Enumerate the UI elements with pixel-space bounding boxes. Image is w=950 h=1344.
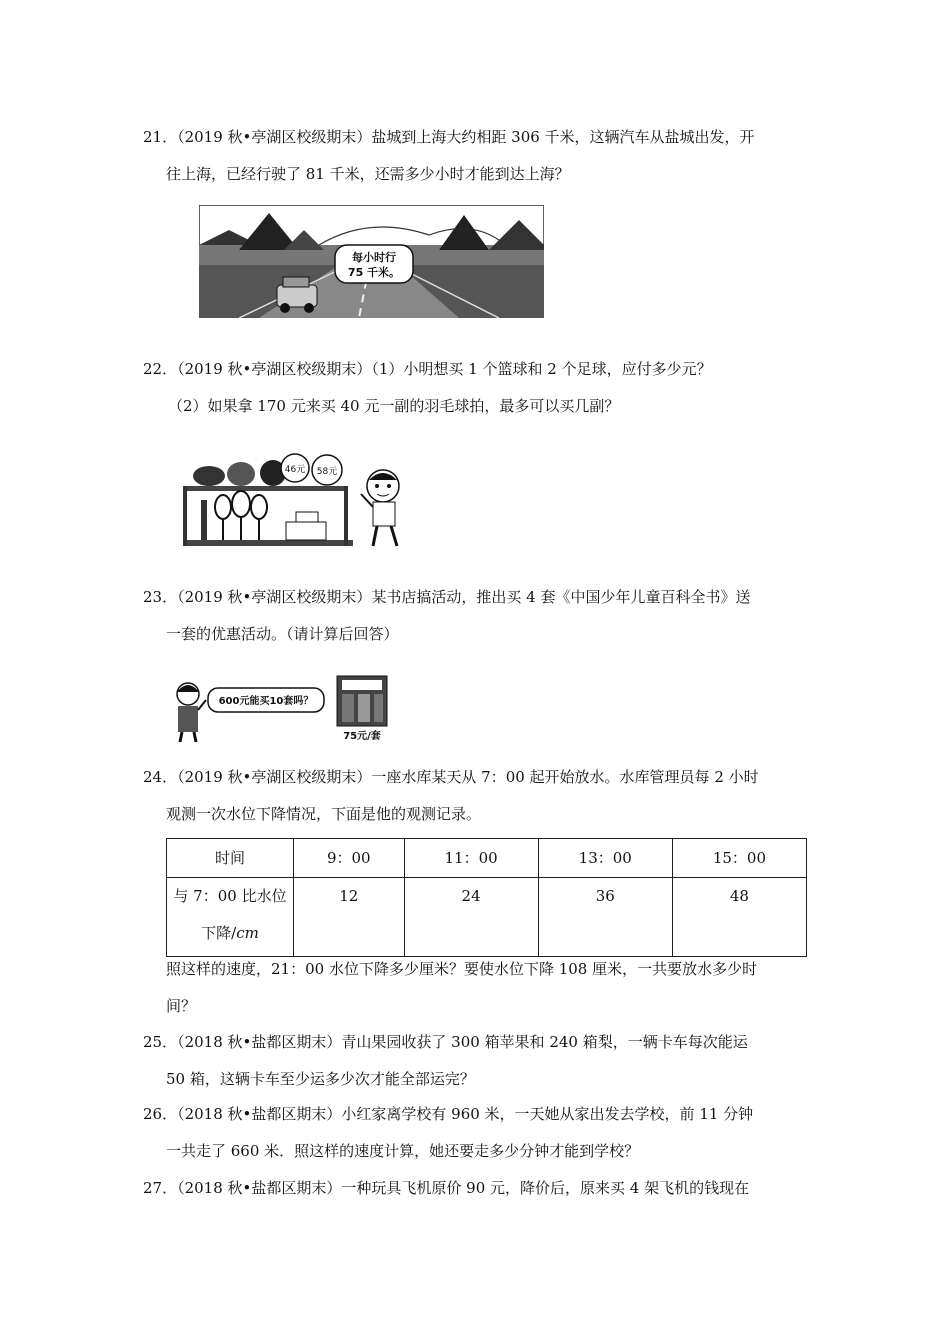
question-26 xyxy=(143,1096,808,1170)
q22-line-2: （2）如果拿 170 元来买 40 元一副的羽毛球拍，最多可以买几副？ xyxy=(168,397,620,415)
q26-line-2: 一共走了 660 米．照这样的速度计算，她还要走多少分钟才能到学校？ xyxy=(166,1142,640,1160)
price-tag-58: 58元 xyxy=(316,467,338,477)
time-cell: 13：00 xyxy=(538,839,672,878)
row-label-line-1: 与 7：00 比水位 xyxy=(173,887,287,905)
time-cell: 9：00 xyxy=(294,839,405,878)
q23-line-1: 23．（2019 秋•亭湖区校级期末）某书店搞活动，推出买 4 套《中国少年儿童百科全书》送 xyxy=(143,588,751,606)
speech-bubble-text: 600元能买10套吗？ xyxy=(218,696,314,707)
question-23 xyxy=(143,579,808,653)
question-22 xyxy=(143,351,808,425)
row-label-cell xyxy=(167,878,294,957)
highway-illustration xyxy=(199,205,544,318)
header-label-cell: 时间 xyxy=(167,839,294,878)
question-24-continued xyxy=(143,951,808,1025)
question-25 xyxy=(143,1024,808,1098)
value-cell: 12 xyxy=(294,878,405,957)
q26-line-1: 26．（2018 秋•盐都区期末）小红家离学校有 960 米，一天她从家出发去学校，前 11 分钟 xyxy=(143,1105,754,1123)
q21-line-1: 21．（2019 秋•亭湖区校级期末）盐城到上海大约相距 306 千米，这辆汽车从盐城出发，开 xyxy=(143,128,755,146)
sign-text-1: 每小时行 xyxy=(352,251,396,264)
q23-line-2: 一套的优惠活动。（请计算后回答） xyxy=(166,625,399,643)
q27-line-1: 27．（2018 秋•盐都区期末）一种玩具飞机原价 90 元，降价后，原来买 4 架飞机的钱现在 xyxy=(143,1179,750,1197)
observation-table xyxy=(166,838,807,957)
q24-line-4: 间？ xyxy=(166,997,197,1015)
q25-line-2: 50 箱，这辆卡车至少运多少次才能全部运完？ xyxy=(166,1070,475,1088)
sports-shelf-illustration xyxy=(181,452,413,552)
time-cell: 15：00 xyxy=(672,839,806,878)
q24-line-3: 照这样的速度，21：00 水位下降多少厘米？要使水位下降 108 厘米，一共要放水多少时 xyxy=(166,960,758,978)
time-cell: 11：00 xyxy=(404,839,538,878)
q24-line-1: 24．（2019 秋•亭湖区校级期末）一座水库某天从 7：00 起开始放水。水库管理员每 2 小时 xyxy=(143,768,759,786)
bookstore-illustration xyxy=(170,670,392,744)
q21-line-2: 往上海，已经行驶了 81 千米，还需多少小时才能到达上海？ xyxy=(166,165,570,183)
table-header-row xyxy=(167,839,807,878)
question-21 xyxy=(143,119,808,193)
sign-text-2: 75 千米。 xyxy=(347,266,401,279)
question-24 xyxy=(143,759,808,833)
value-cell: 48 xyxy=(672,878,806,957)
value-cell: 24 xyxy=(404,878,538,957)
value-cell: 36 xyxy=(538,878,672,957)
q22-line-1: 22．（2019 秋•亭湖区校级期末）（1）小明想买 1 个篮球和 2 个足球，应付多少元？ xyxy=(143,360,712,378)
q24-line-2: 观测一次水位下降情况，下面是他的观测记录。 xyxy=(166,805,482,823)
price-tag-46: 46元 xyxy=(284,465,306,475)
q25-line-1: 25．（2018 秋•盐都区期末）青山果园收获了 300 箱苹果和 240 箱梨，一辆卡车每次能运 xyxy=(143,1033,748,1051)
table-value-row xyxy=(167,878,807,957)
unit-cm: cm xyxy=(236,924,259,942)
question-27 xyxy=(143,1170,808,1207)
row-label-line-2: 下降/cm xyxy=(201,924,259,942)
book-price-label: 75元/套 xyxy=(343,731,381,742)
